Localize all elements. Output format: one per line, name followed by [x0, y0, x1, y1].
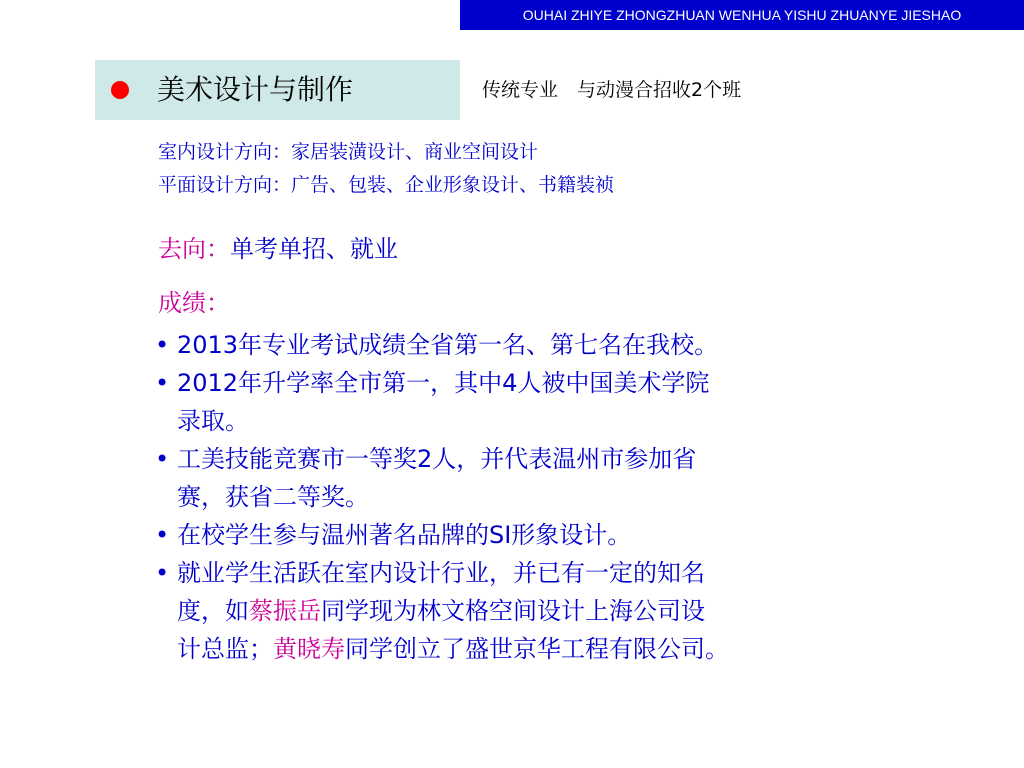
achievement-text: 赛，获省二等奖。: [177, 483, 369, 511]
student-name-highlight: 黄晓寿: [273, 635, 345, 663]
subtitle: 传统专业 与动漫合招收2个班: [482, 79, 742, 101]
achievement-text: 2013年专业考试成绩全省第一名、第七名在我校。: [177, 331, 719, 359]
destination-line: [158, 232, 398, 266]
student-name-highlight: 蔡振岳: [249, 597, 321, 625]
header-banner: OUHAI ZHIYE ZHONGZHUAN WENHUA YISHU ZHUANYE JIESHAO: [460, 0, 1024, 30]
achievement-text: 在校学生参与温州著名品牌的SI形象设计。: [177, 521, 632, 549]
achievement-text: 计总监；: [177, 635, 273, 663]
direction-interior: 室内设计方向：家居装潢设计、商业空间设计: [158, 141, 539, 163]
red-bullet-icon: [111, 81, 129, 99]
achievement-text: 同学现为林文格空间设计上海公司设: [321, 597, 705, 625]
page-title: 美术设计与制作: [157, 73, 354, 106]
achievement-item: [155, 554, 955, 668]
achievement-item: [155, 516, 955, 554]
achievement-item: [155, 440, 955, 516]
achievement-text: 工美技能竞赛市一等奖2人，并代表温州市参加省: [177, 445, 697, 473]
achievement-text: 2012年升学率全市第一，其中4人被中国美术学院: [177, 369, 710, 397]
achievement-text: 录取。: [177, 407, 249, 435]
achievement-item: [155, 326, 955, 364]
achievement-item: [155, 364, 955, 440]
achievement-text: 就业学生活跃在室内设计行业，并已有一定的知名: [177, 559, 705, 587]
achievement-text: 度，如: [177, 597, 249, 625]
achievement-text: 同学创立了盛世京华工程有限公司。: [345, 635, 729, 663]
title-box: [95, 60, 460, 120]
destination-label: 去向：: [158, 235, 230, 263]
destination-value: 单考单招、就业: [230, 235, 398, 263]
direction-graphic: 平面设计方向：广告、包装、企业形象设计、书籍装祯: [158, 174, 615, 196]
results-label: 成绩：: [158, 289, 230, 317]
achievements-list: [155, 326, 955, 668]
